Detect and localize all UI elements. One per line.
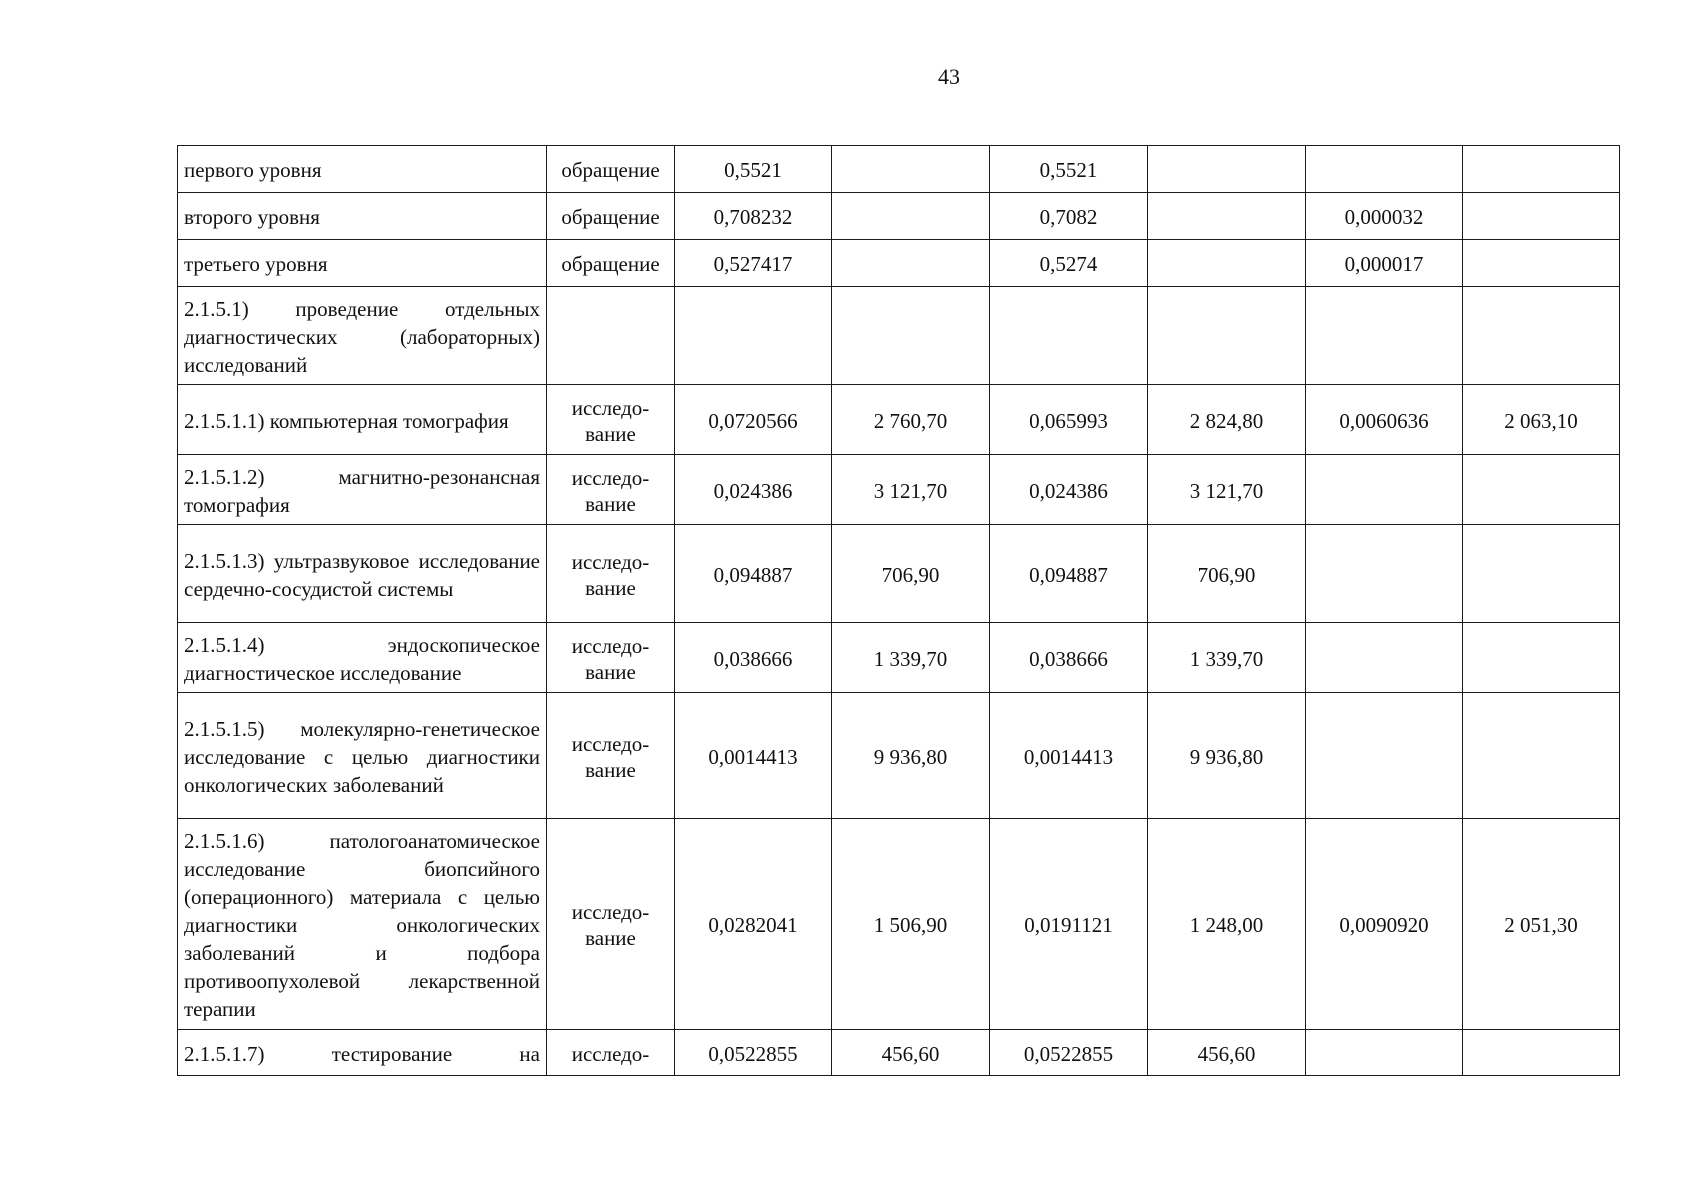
value-cell: 1 339,70 [1148, 623, 1306, 693]
table-row [178, 385, 1620, 455]
value-cell [832, 240, 990, 287]
value-cell: 0,7082 [990, 193, 1148, 240]
value-cell: 0,527417 [675, 240, 832, 287]
row-name: 2.1.5.1.2) магнитно-резонансная томография [178, 455, 547, 525]
row-unit: обращение [547, 146, 675, 193]
value-cell [1148, 287, 1306, 385]
value-cell [1148, 240, 1306, 287]
row-unit: исследо- вание [547, 819, 675, 1030]
value-cell [1306, 287, 1463, 385]
value-cell: 0,0720566 [675, 385, 832, 455]
value-cell: 0,065993 [990, 385, 1148, 455]
value-cell: 3 121,70 [1148, 455, 1306, 525]
table-row [178, 287, 1620, 385]
table-row [178, 240, 1620, 287]
value-cell [1463, 455, 1620, 525]
row-unit: исследо- вание [547, 623, 675, 693]
row-unit: исследо- [547, 1030, 675, 1076]
row-name: 2.1.5.1.7) тестирование на [178, 1030, 547, 1076]
value-cell [1463, 623, 1620, 693]
value-cell: 1 506,90 [832, 819, 990, 1030]
row-unit: исследо- вание [547, 455, 675, 525]
data-table [177, 145, 1620, 1076]
value-cell [1463, 240, 1620, 287]
value-cell [1306, 623, 1463, 693]
value-cell [1463, 1030, 1620, 1076]
value-cell: 3 121,70 [832, 455, 990, 525]
value-cell [1148, 193, 1306, 240]
table-row [178, 455, 1620, 525]
row-name: первого уровня [178, 146, 547, 193]
row-name: 2.1.5.1.3) ультразвуковое исследование сердечно-сосудистой системы [178, 525, 547, 623]
value-cell: 0,038666 [675, 623, 832, 693]
row-unit [547, 287, 675, 385]
value-cell [1463, 693, 1620, 819]
row-unit: исследо- вание [547, 525, 675, 623]
table-row [178, 193, 1620, 240]
value-cell: 706,90 [1148, 525, 1306, 623]
page-number: 43 [938, 64, 960, 89]
value-cell [832, 193, 990, 240]
value-cell: 0,0522855 [675, 1030, 832, 1076]
value-cell: 0,024386 [675, 455, 832, 525]
row-name: второго уровня [178, 193, 547, 240]
row-unit: обращение [547, 193, 675, 240]
value-cell: 9 936,80 [1148, 693, 1306, 819]
row-name: 2.1.5.1.4) эндоскопическое диагностическое исследование [178, 623, 547, 693]
value-cell [1463, 525, 1620, 623]
value-cell: 0,0522855 [990, 1030, 1148, 1076]
value-cell: 2 824,80 [1148, 385, 1306, 455]
table-row [178, 819, 1620, 1030]
value-cell: 0,038666 [990, 623, 1148, 693]
table-row [178, 525, 1620, 623]
value-cell: 2 051,30 [1463, 819, 1620, 1030]
value-cell: 0,000032 [1306, 193, 1463, 240]
row-unit: исследо- вание [547, 693, 675, 819]
value-cell [1306, 1030, 1463, 1076]
value-cell: 9 936,80 [832, 693, 990, 819]
value-cell: 0,0191121 [990, 819, 1148, 1030]
value-cell: 0,5521 [990, 146, 1148, 193]
value-cell: 2 063,10 [1463, 385, 1620, 455]
table-row [178, 146, 1620, 193]
value-cell: 0,0014413 [675, 693, 832, 819]
value-cell [832, 287, 990, 385]
value-cell: 0,024386 [990, 455, 1148, 525]
value-cell [1306, 146, 1463, 193]
value-cell: 1 248,00 [1148, 819, 1306, 1030]
row-name: 2.1.5.1) проведение отдельных диагностических (лабораторных) исследований [178, 287, 547, 385]
row-name: 2.1.5.1.1) компьютерная томография [178, 385, 547, 455]
table-row [178, 623, 1620, 693]
value-cell: 456,60 [1148, 1030, 1306, 1076]
value-cell: 2 760,70 [832, 385, 990, 455]
value-cell: 0,5274 [990, 240, 1148, 287]
table-body [178, 146, 1620, 1076]
value-cell: 0,5521 [675, 146, 832, 193]
value-cell [1306, 455, 1463, 525]
row-name: 2.1.5.1.6) патологоанатомическое исследование биопсийного (операционного) материала с целью диагностики онкологических заболеваний и подбора противоопухолевой лекарственной терапии [178, 819, 547, 1030]
value-cell: 0,0282041 [675, 819, 832, 1030]
value-cell [1463, 193, 1620, 240]
value-cell: 0,000017 [1306, 240, 1463, 287]
value-cell [1463, 287, 1620, 385]
value-cell: 706,90 [832, 525, 990, 623]
value-cell: 0,094887 [990, 525, 1148, 623]
value-cell: 0,0090920 [1306, 819, 1463, 1030]
value-cell [990, 287, 1148, 385]
value-cell: 456,60 [832, 1030, 990, 1076]
value-cell: 0,0014413 [990, 693, 1148, 819]
value-cell: 1 339,70 [832, 623, 990, 693]
table-row [178, 1030, 1620, 1076]
row-unit: исследо- вание [547, 385, 675, 455]
row-name: 2.1.5.1.5) молекулярно-генетическое исследование с целью диагностики онкологических заболеваний [178, 693, 547, 819]
row-unit: обращение [547, 240, 675, 287]
value-cell [1463, 146, 1620, 193]
value-cell [1148, 146, 1306, 193]
value-cell [1306, 525, 1463, 623]
value-cell [1306, 693, 1463, 819]
value-cell: 0,0060636 [1306, 385, 1463, 455]
value-cell: 0,708232 [675, 193, 832, 240]
table-row [178, 693, 1620, 819]
value-cell [675, 287, 832, 385]
value-cell: 0,094887 [675, 525, 832, 623]
row-name: третьего уровня [178, 240, 547, 287]
value-cell [832, 146, 990, 193]
